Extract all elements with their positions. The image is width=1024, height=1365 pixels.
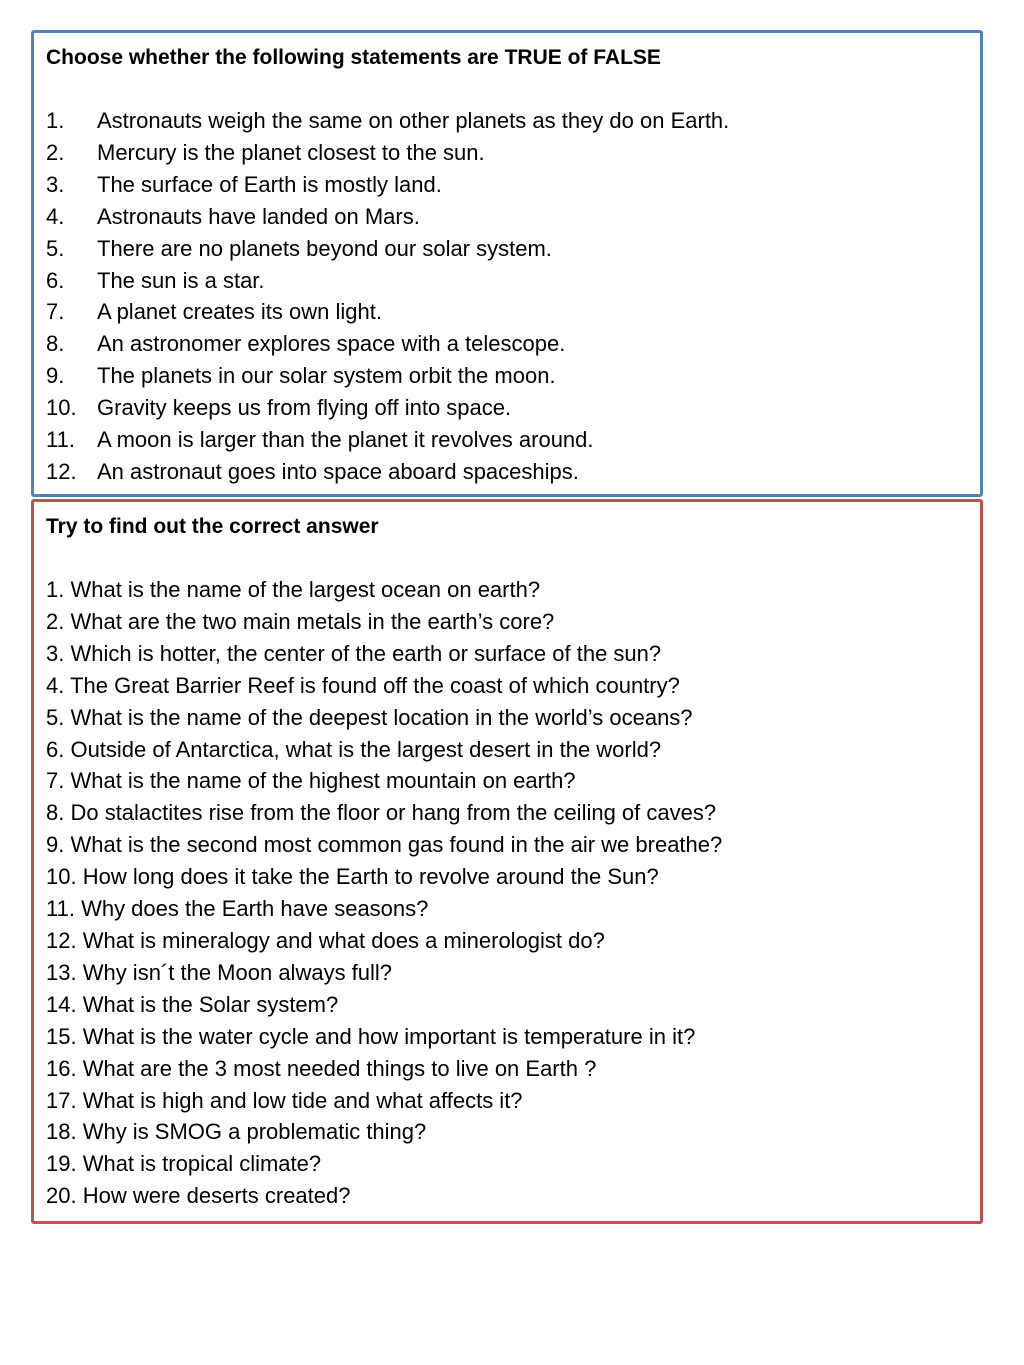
statement-number: 10. bbox=[46, 395, 77, 421]
statement-number: 8. bbox=[46, 331, 65, 357]
question-item: 5. What is the name of the deepest location in the world’s oceans? bbox=[46, 704, 693, 730]
statement-number: 5. bbox=[46, 235, 65, 261]
question-item: 7. What is the name of the highest mountain on earth? bbox=[46, 768, 576, 794]
question-item: 4. The Great Barrier Reef is found off the coast of which country? bbox=[46, 672, 680, 698]
question-item: 12. What is mineralogy and what does a minerologist do? bbox=[46, 927, 605, 953]
statement-text: The sun is a star. bbox=[97, 267, 265, 293]
question-item: 3. Which is hotter, the center of the earth or surface of the sun? bbox=[46, 640, 662, 666]
statement-item bbox=[46, 360, 968, 392]
questions-list bbox=[46, 574, 968, 1212]
question-item: 10. How long does it take the Earth to revolve around the Sun? bbox=[46, 864, 659, 890]
statement-number: 4. bbox=[46, 203, 65, 229]
statement-text: The surface of Earth is mostly land. bbox=[97, 171, 442, 197]
statement-item bbox=[46, 265, 968, 297]
statement-text: An astronomer explores space with a telescope. bbox=[97, 331, 566, 357]
statement-number: 1. bbox=[46, 108, 65, 133]
statement-item bbox=[46, 296, 968, 328]
statement-text: A moon is larger than the planet it revolves around. bbox=[97, 427, 594, 453]
question-item: 8. Do stalactites rise from the floor or hang from the ceiling of caves? bbox=[46, 800, 717, 826]
question-item: 15. What is the water cycle and how important is temperature in it? bbox=[46, 1023, 696, 1049]
question-item: 20. How were deserts created? bbox=[46, 1183, 351, 1209]
question-item: 1. What is the name of the largest ocean on earth? bbox=[46, 577, 541, 602]
questions-heading: Try to find out the correct answer bbox=[46, 515, 379, 538]
true-false-panel bbox=[31, 30, 983, 497]
true-false-list bbox=[46, 105, 968, 488]
statement-text: There are no planets beyond our solar system. bbox=[97, 235, 552, 261]
statement-number: 6. bbox=[46, 267, 65, 293]
question-item: 2. What are the two main metals in the earth’s core? bbox=[46, 608, 555, 634]
question-item: 11. Why does the Earth have seasons? bbox=[46, 896, 429, 922]
statement-item bbox=[46, 424, 968, 456]
statement-text: Astronauts have landed on Mars. bbox=[97, 203, 420, 229]
question-item: 16. What are the 3 most needed things to live on Earth ? bbox=[46, 1055, 597, 1081]
statement-text: Gravity keeps us from flying off into space. bbox=[97, 395, 512, 421]
statement-text: A planet creates its own light. bbox=[97, 299, 382, 325]
statement-item bbox=[46, 456, 968, 488]
question-item: 9. What is the second most common gas found in the air we breathe? bbox=[46, 832, 723, 858]
true-false-heading: Choose whether the following statements are TRUE of FALSE bbox=[46, 46, 661, 69]
statement-item bbox=[46, 169, 968, 201]
statement-number: 11. bbox=[46, 427, 75, 453]
statement-number: 12. bbox=[46, 458, 77, 484]
question-item: 17. What is high and low tide and what affects it? bbox=[46, 1087, 523, 1113]
questions-panel bbox=[31, 499, 983, 1224]
statement-text: An astronaut goes into space aboard spaceships. bbox=[97, 458, 579, 484]
statement-text: Mercury is the planet closest to the sun. bbox=[97, 139, 485, 165]
question-item: 18. Why is SMOG a problematic thing? bbox=[46, 1119, 427, 1145]
statement-text: The planets in our solar system orbit the moon. bbox=[97, 363, 556, 389]
statement-item bbox=[46, 201, 968, 233]
statement-number: 7. bbox=[46, 299, 65, 325]
statement-number: 3. bbox=[46, 171, 65, 197]
question-item: 13. Why isn´t the Moon always full? bbox=[46, 959, 393, 985]
question-item: 14. What is the Solar system? bbox=[46, 991, 339, 1017]
statement-text: Astronauts weigh the same on other planets as they do on Earth. bbox=[97, 108, 730, 133]
statement-number: 9. bbox=[46, 363, 65, 389]
statement-item bbox=[46, 328, 968, 360]
statement-item bbox=[46, 105, 968, 137]
statement-item bbox=[46, 137, 968, 169]
statement-item bbox=[46, 392, 968, 424]
statement-number: 2. bbox=[46, 139, 65, 165]
question-item: 6. Outside of Antarctica, what is the largest desert in the world? bbox=[46, 736, 662, 762]
question-item: 19. What is tropical climate? bbox=[46, 1151, 322, 1177]
statement-item bbox=[46, 233, 968, 265]
